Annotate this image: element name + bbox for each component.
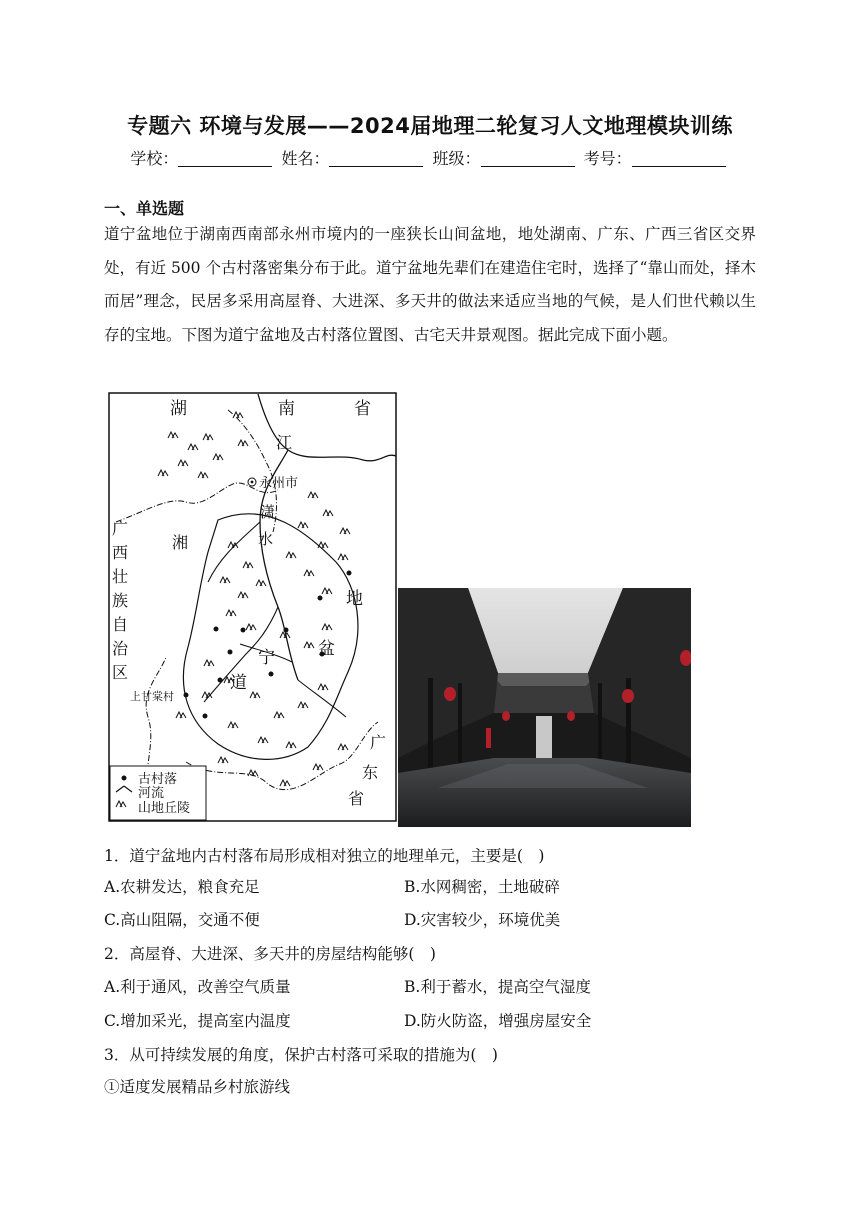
map-label: 潇 <box>260 503 276 521</box>
village-label: 上甘棠村 <box>130 690 174 703</box>
question-2-option-c[interactable]: C.增加采光，提高室内温度 <box>104 1012 291 1030</box>
name-blank[interactable] <box>329 150 423 167</box>
map-label: 地 <box>346 589 363 609</box>
basin-location-map <box>108 392 398 824</box>
name-label: 姓名： <box>281 149 330 168</box>
map-label: 省 <box>348 789 365 808</box>
city-label: 永州市 <box>259 476 299 491</box>
question-2-option-d[interactable]: D.防火防盗，增强房屋安全 <box>404 1012 592 1030</box>
exam-number-blank[interactable] <box>632 150 726 167</box>
question-1-option-c[interactable]: C.高山阻隔，交通不便 <box>104 911 260 929</box>
question-2-option-b[interactable]: B.利于蓄水，提高空气湿度 <box>404 978 591 996</box>
map-label: 道 <box>230 673 247 693</box>
section-heading: 一、单选题 <box>104 199 185 218</box>
map-label: 水 <box>258 530 274 548</box>
map-legend <box>110 766 206 820</box>
question-1-option-a[interactable]: A.农耕发达，粮食充足 <box>104 878 260 896</box>
question-1-stem: 1．道宁盆地内古村落布局形成相对独立的地理单元，主要是( ) <box>104 847 545 865</box>
map-label: 广 <box>112 519 129 538</box>
map-label: 治 <box>112 639 129 658</box>
question-3-stem: 3．从可持续发展的角度，保护古村落可采取的措施为( ) <box>104 1046 498 1064</box>
map-label: 江 <box>276 433 293 452</box>
map-label: 省 <box>354 399 371 419</box>
student-info-line <box>0 146 860 169</box>
map-label: 东 <box>362 763 379 782</box>
map-label: 湖 <box>170 399 187 419</box>
class-label: 班级： <box>432 149 481 168</box>
exam-number-label: 考号： <box>583 149 632 168</box>
courtyard-photo <box>398 588 691 827</box>
question-2-option-a[interactable]: A.利于通风，改善空气质量 <box>104 978 291 996</box>
map-label: 族 <box>112 591 129 610</box>
legend-village: 古村落 <box>138 772 178 787</box>
map-label: 西 <box>112 543 129 562</box>
map-label: 南 <box>278 399 295 419</box>
question-2-stem: 2．高屋脊、大进深、多天井的房屋结构能够( ) <box>104 945 436 963</box>
class-blank[interactable] <box>481 150 575 167</box>
map-label: 湘 <box>172 533 189 552</box>
reading-passage: 道宁盆地位于湖南西南部永州市境内的一座狭长山间盆地，地处湖南、广东、广西三省区交界处，有近 500 个古村落密集分布于此。道宁盆地先辈们在建造住宅时，选择了“靠山而处，择木而居”理念，民居多采用高屋脊、大进深、多天井的做法来适应当地的气候，是人们世代赖以生存的宝地。下图为道宁盆地及古村落位置图、古宅天井景观图。据此完成下面小题。 <box>104 225 756 344</box>
map-label: 宁 <box>258 648 275 668</box>
question-1-option-d[interactable]: D.灾害较少，环境优美 <box>404 911 561 929</box>
map-label: 广 <box>370 733 387 752</box>
page-title: 专题六 环境与发展——2024届地理二轮复习人文地理模块训练 <box>127 114 733 138</box>
map-label: 壮 <box>112 567 129 586</box>
school-label: 学校： <box>130 149 179 168</box>
school-blank[interactable] <box>178 150 272 167</box>
question-1-option-b[interactable]: B.水网稠密，土地破碎 <box>404 878 560 896</box>
legend-hills: 山地丘陵 <box>138 801 191 816</box>
map-label: 盆 <box>318 639 335 659</box>
legend-river: 河流 <box>138 786 165 801</box>
question-3-option-1: ①适度发展精品乡村旅游线 <box>104 1078 291 1096</box>
map-label: 区 <box>112 663 129 682</box>
map-label: 自 <box>112 615 129 634</box>
